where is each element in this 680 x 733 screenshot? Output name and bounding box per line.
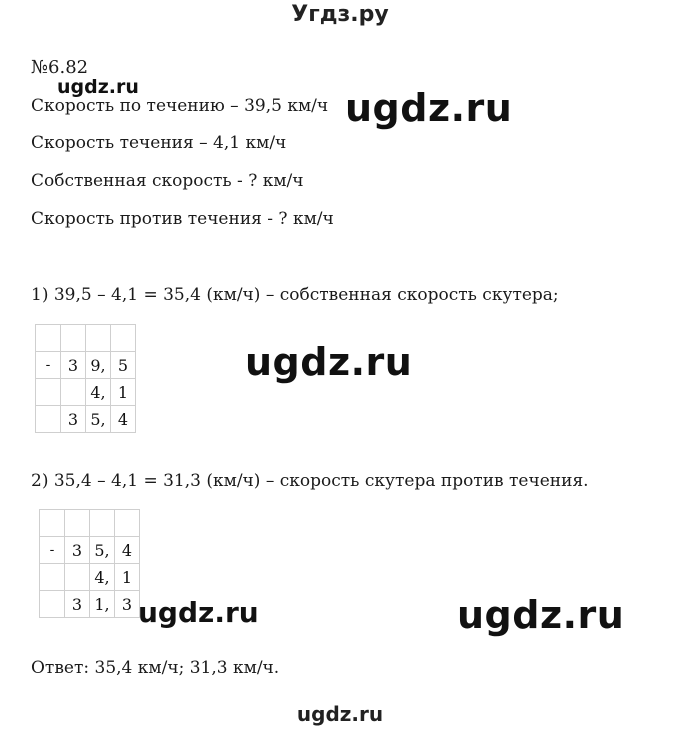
digit: 1	[111, 379, 136, 406]
minus-sign: -	[36, 352, 61, 379]
result-digit: 1,	[90, 591, 115, 618]
digit: 4,	[90, 564, 115, 591]
result-digit: 3	[65, 591, 90, 618]
given-line-1: Скорость по течению – 39,5 км/ч	[31, 96, 329, 116]
answer-line: Ответ: 35,4 км/ч; 31,3 км/ч.	[31, 658, 280, 678]
digit: 3	[65, 537, 90, 564]
watermark-top-small: ugdz.ru	[57, 76, 139, 98]
result-digit: 3	[61, 406, 86, 433]
watermark-bottom-left: ugdz.ru	[138, 596, 259, 629]
digit: 1	[115, 564, 140, 591]
minus-sign: -	[40, 537, 65, 564]
subtraction-grid-2	[39, 509, 140, 618]
footer-watermark: ugdz.ru	[296, 702, 384, 726]
digit: 3	[61, 352, 86, 379]
solution-step-1: 1) 39,5 – 4,1 = 35,4 (км/ч) – собственная скорость скутера;	[31, 285, 559, 305]
subtraction-grid-1	[35, 324, 136, 433]
result-digit: 3	[115, 591, 140, 618]
solution-step-2: 2) 35,4 – 4,1 = 31,3 (км/ч) – скорость скутера против течения.	[31, 471, 589, 491]
watermark-bottom-right: ugdz.ru	[457, 593, 625, 637]
result-digit: 4	[111, 406, 136, 433]
digit: 5	[111, 352, 136, 379]
problem-number: №6.82	[31, 57, 89, 78]
given-line-3: Собственная скорость - ? км/ч	[31, 171, 304, 191]
given-line-4: Скорость против течения - ? км/ч	[31, 209, 334, 229]
given-line-2: Скорость течения – 4,1 км/ч	[31, 133, 287, 153]
watermark-middle: ugdz.ru	[245, 340, 413, 384]
digit: 4	[115, 537, 140, 564]
site-header-title: Угдз.ру	[291, 2, 389, 27]
digit: 5,	[90, 537, 115, 564]
digit: 4,	[86, 379, 111, 406]
result-digit: 5,	[86, 406, 111, 433]
watermark-top-big: ugdz.ru	[345, 86, 513, 130]
digit: 9,	[86, 352, 111, 379]
